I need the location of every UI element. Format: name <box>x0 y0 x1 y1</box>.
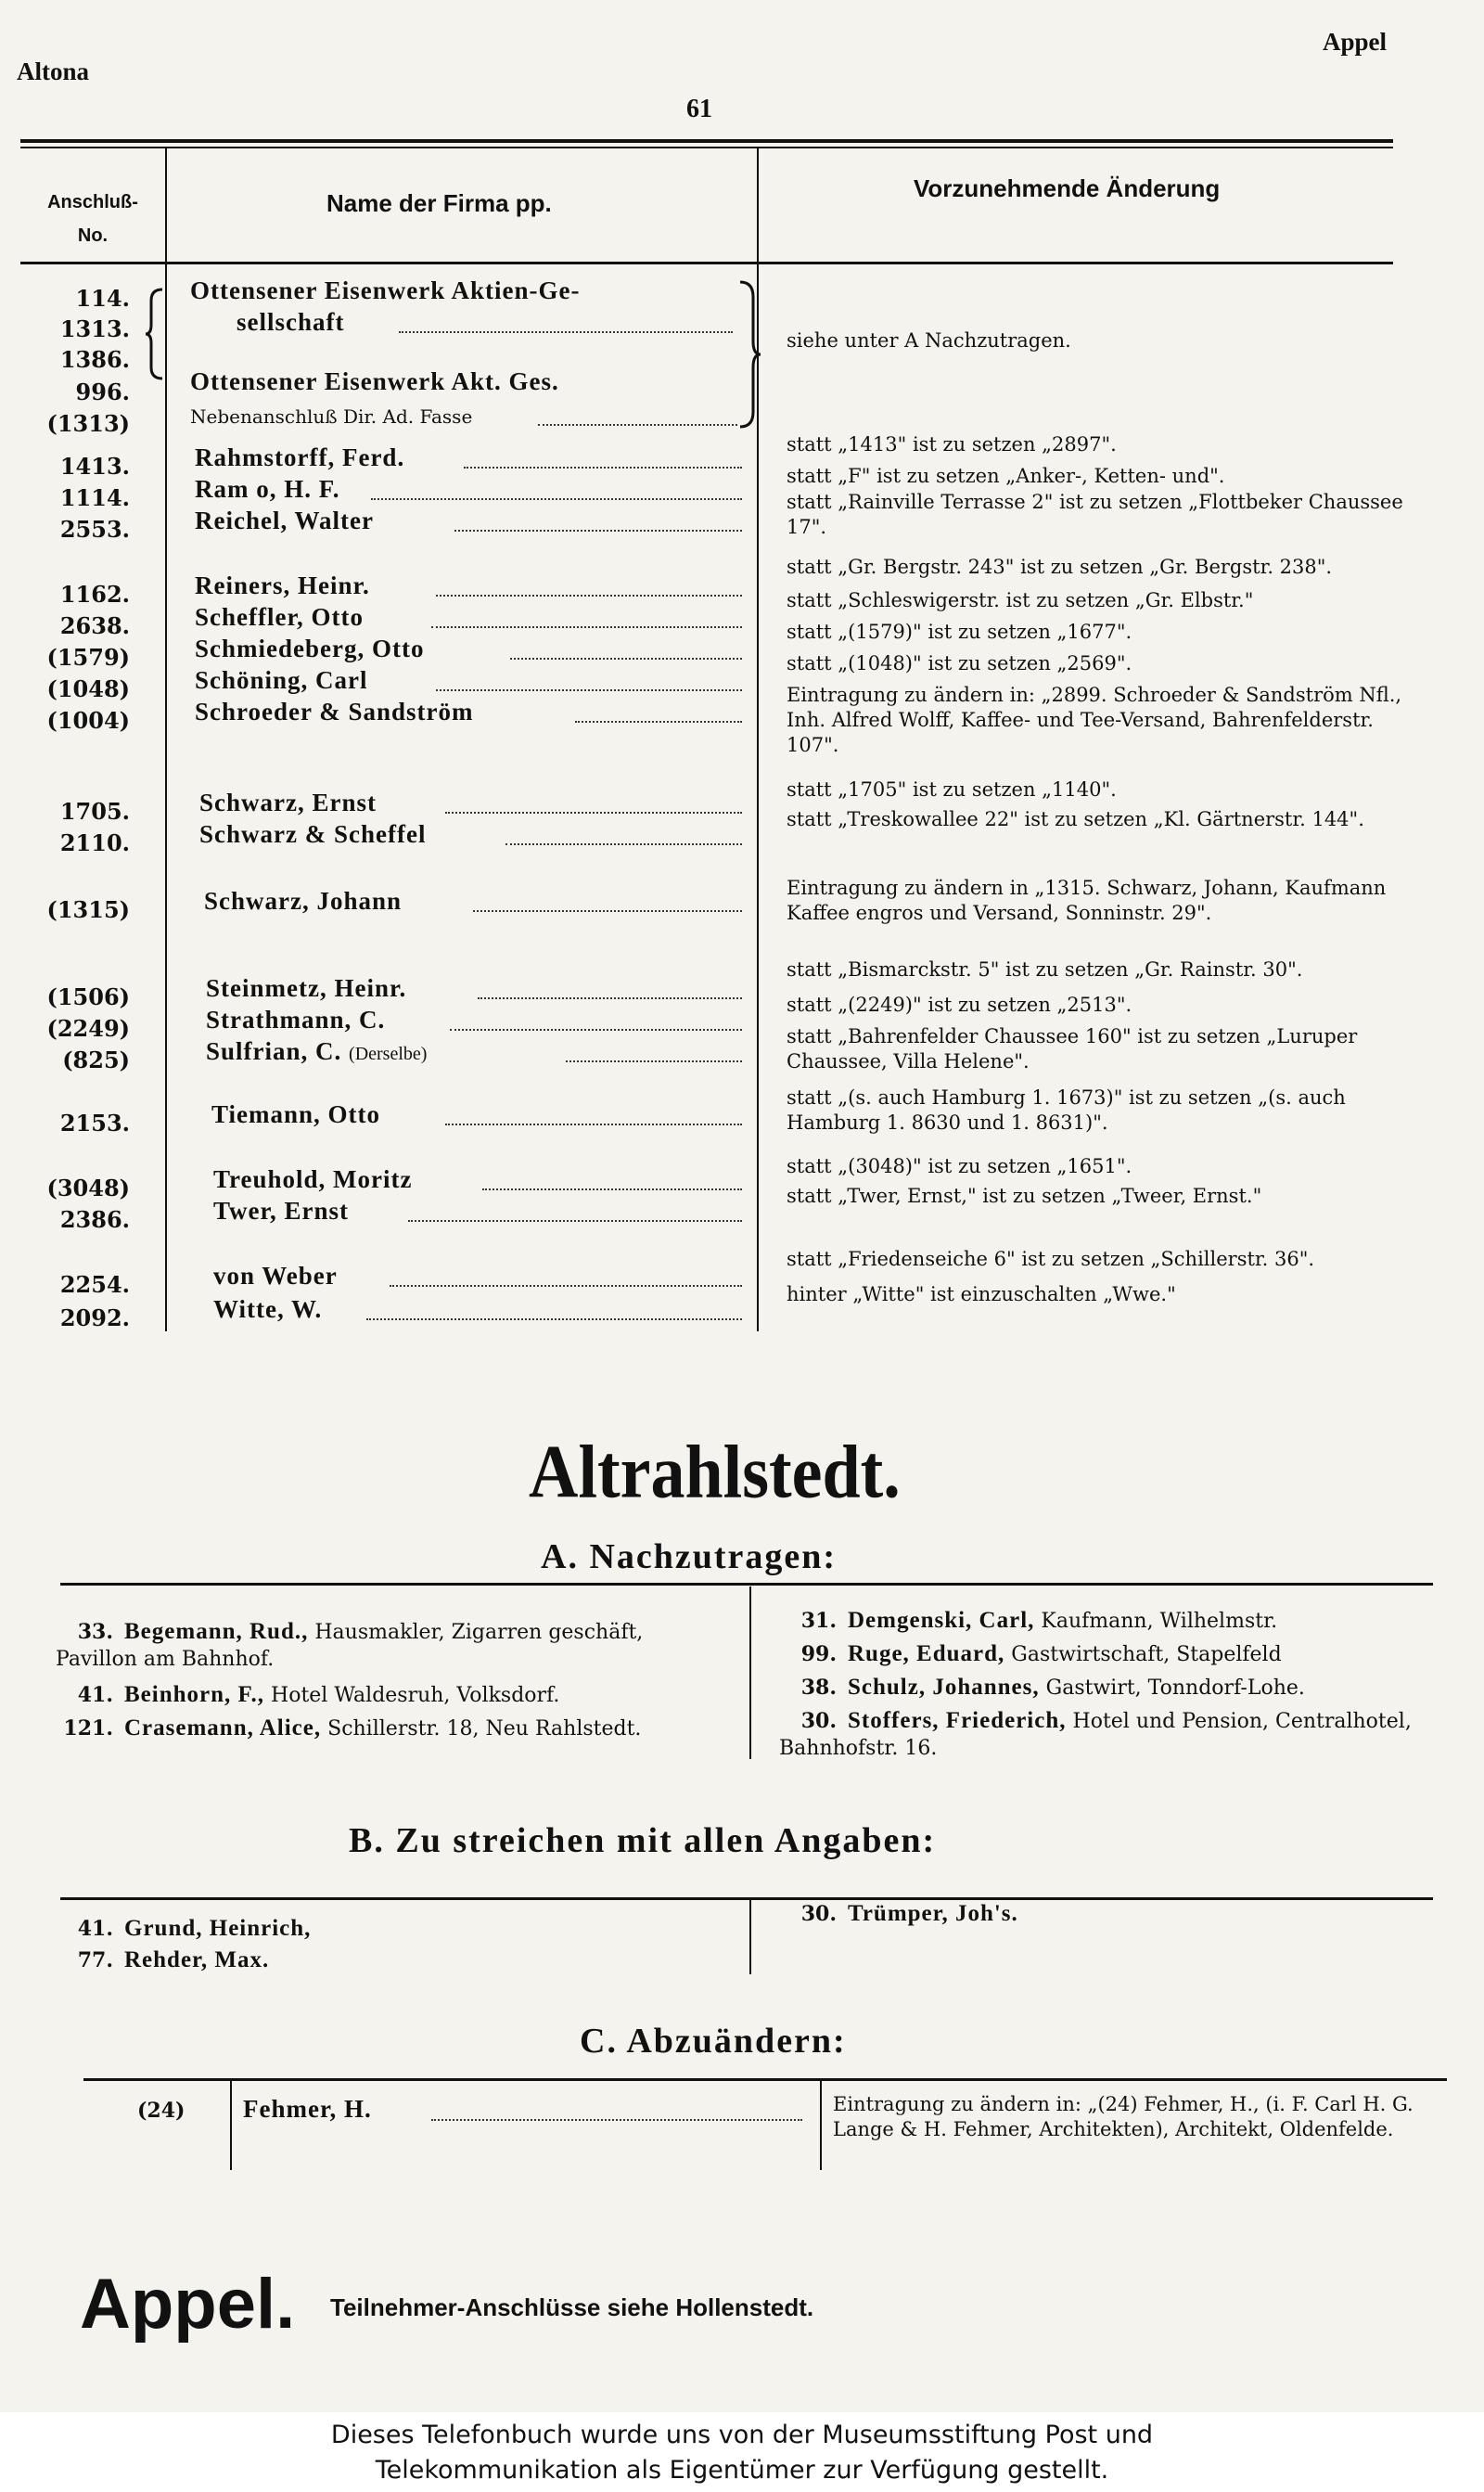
firm-name: Schwarz & Scheffel <box>199 820 427 848</box>
change-text: statt „(3048)" ist zu setzen „1651". <box>787 1155 1132 1177</box>
entry-number: 99. <box>800 1642 837 1666</box>
change-text: Eintragung zu ändern in: „(24) Fehmer, H., (i. F. Carl H. G. Lange & H. Fehmer, Architekten), Architekt, Oldenfelde. <box>833 2093 1414 2140</box>
firm-name-continuation: sellschaft <box>237 308 345 336</box>
row-number: (1579) <box>46 644 130 671</box>
entry-number: 77. <box>77 1948 113 1972</box>
table-header-rule <box>20 262 1393 264</box>
list-item <box>779 1607 1447 1635</box>
row-number: 2638. <box>59 612 130 639</box>
entry-name: Stoffers, Friederich, <box>848 1708 1067 1733</box>
row-number: (1004) <box>46 707 130 734</box>
left-brace-icon <box>144 288 164 380</box>
section-b-rule <box>60 1897 1433 1900</box>
entry-number: 31. <box>800 1609 837 1633</box>
entry-name: Fehmer, H. <box>243 2095 372 2123</box>
entry-name: Demgenski, Carl, <box>848 1608 1035 1633</box>
firm-name: Strathmann, C. <box>206 1006 386 1034</box>
firm-name: Witte, W. <box>213 1295 323 1323</box>
firm-name: Schmiedeberg, Otto <box>195 635 425 662</box>
column-divider-1 <box>165 148 167 1331</box>
change-text: Eintragung zu ändern in: „2899. Schroeder & Sandström Nfl., Inh. Alfred Wolff, Kaffee- und Tee-Versand, Bahrenfelderstr. 107". <box>787 684 1402 756</box>
entry-name: Begemann, Rud., <box>124 1619 309 1644</box>
list-item <box>779 1640 1447 1668</box>
section-c-rule <box>83 2078 1447 2081</box>
page-number: 61 <box>686 95 712 123</box>
leader-dots <box>538 424 737 426</box>
entry-details: Hotel Waldesruh, Volksdorf. <box>271 1684 560 1707</box>
leader-dots <box>366 1318 742 1320</box>
entry-details: Schillerstr. 18, Neu Rahlstedt. <box>327 1717 642 1741</box>
row-number: 1313. <box>59 315 130 342</box>
entry-name: Trümper, Joh's. <box>848 1901 1018 1926</box>
row-number: (1315) <box>46 896 130 923</box>
leader-dots <box>445 1124 742 1125</box>
change-text: statt „(s. auch Hamburg 1. 1673)" ist zu setzen „(s. auch Hamburg 1. 8630 und 1. 8631)". <box>787 1086 1346 1134</box>
section-a-rule <box>60 1583 1433 1586</box>
firm-name-suffix: (Derselbe) <box>349 1044 428 1064</box>
firm-name: Twer, Ernst <box>213 1197 349 1225</box>
row-number: 2092. <box>59 1304 130 1331</box>
leader-dots <box>450 1029 742 1031</box>
entry-name: Schulz, Johannes, <box>848 1675 1040 1700</box>
list-item <box>56 1618 723 1673</box>
row-number: 2553. <box>59 516 130 543</box>
change-text: statt „(2249)" ist zu setzen „2513". <box>787 994 1132 1016</box>
section-c-divider-1 <box>230 2081 232 2170</box>
firm-name-text: Sulfrian, C. <box>206 1037 342 1065</box>
leader-dots <box>431 626 742 628</box>
change-text: statt „Friedenseiche 6" ist zu setzen „Schillerstr. 36". <box>787 1248 1315 1270</box>
change-text: statt „Treskowallee 22" ist zu setzen „Kl. Gärtnerstr. 144". <box>787 808 1364 830</box>
list-item <box>56 1915 311 1943</box>
leader-dots <box>566 1060 742 1062</box>
firm-name: Steinmetz, Heinr. <box>206 974 407 1002</box>
row-number: 1386. <box>59 346 130 373</box>
row-number: 1705. <box>59 798 130 825</box>
change-text: statt „(1579)" ist zu setzen „1677". <box>787 621 1132 643</box>
list-item <box>779 1707 1447 1762</box>
leader-dots <box>575 721 742 723</box>
row-number: (1506) <box>46 983 130 1010</box>
firm-name: Reichel, Walter <box>195 507 374 534</box>
firm-name: Schwarz, Ernst <box>199 789 377 816</box>
entry-number: 41. <box>77 1683 113 1707</box>
firm-name <box>206 1037 427 1066</box>
column-header-number <box>28 186 158 252</box>
list-item <box>779 1674 1447 1702</box>
entry-name: Grund, Heinrich, <box>124 1916 312 1941</box>
section-c-title: C. Abzuändern: <box>580 2022 847 2061</box>
entry-name: Crasemann, Alice, <box>124 1715 322 1741</box>
list-item <box>56 1681 723 1709</box>
leader-dots <box>464 467 742 469</box>
row-number: 1114. <box>59 484 130 511</box>
row-number: (825) <box>62 1047 130 1073</box>
entry-name: Beinhorn, F., <box>124 1682 265 1707</box>
footer-line-2: Telekommunikation als Eigentümer zur Verfügung gestellt. <box>375 2456 1109 2485</box>
running-header-left: Altona <box>17 58 90 85</box>
section-b-divider <box>749 1900 751 1974</box>
leader-dots <box>445 812 742 814</box>
row-number: 114. <box>75 285 130 312</box>
attribution-footer <box>0 2412 1484 2492</box>
change-text: statt „(1048)" ist zu setzen „2569". <box>787 652 1132 674</box>
entry-number: 121. <box>63 1716 113 1741</box>
appel-title: Appel. <box>80 2265 296 2344</box>
section-a-divider <box>749 1586 751 1759</box>
change-text: statt „Bismarckstr. 5" ist zu setzen „Gr. Rainstr. 30". <box>787 958 1303 981</box>
entry-details: Gastwirtschaft, Stapelfeld <box>1011 1643 1282 1666</box>
row-number: 2153. <box>59 1110 130 1137</box>
row-number: (3048) <box>46 1175 130 1201</box>
section-b-title: B. Zu streichen mit allen Angaben: <box>349 1821 937 1860</box>
leader-dots <box>371 498 742 500</box>
column-header-change: Vorzunehmende Änderung <box>914 174 1221 202</box>
leader-dots <box>510 658 742 660</box>
change-text: statt „F" ist zu setzen „Anker-, Ketten- und". <box>787 465 1225 487</box>
section-c-divider-2 <box>820 2081 822 2170</box>
firm-name: Ottensener Eisenwerk Aktien-Ge- <box>190 276 581 304</box>
change-text: statt „Bahrenfelder Chaussee 160" ist zu setzen „Luruper Chaussee, Villa Helene". <box>787 1025 1358 1073</box>
entry-details: Hotel und Pension, Centralhotel, Bahnhofstr. 16. <box>779 1710 1412 1760</box>
row-number: 2386. <box>59 1206 130 1233</box>
right-brace-icon <box>738 280 762 429</box>
column-header-name: Name der Firma pp. <box>326 189 552 217</box>
firm-sub-entry: Nebenanschluß Dir. Ad. Fasse <box>190 405 473 428</box>
entry-number: 41. <box>77 1917 113 1941</box>
row-number: (1313) <box>46 410 130 437</box>
change-text: siehe unter A Nachzutragen. <box>787 329 1071 352</box>
firm-name: Ottensener Eisenwerk Akt. Ges. <box>190 367 559 395</box>
leader-dots <box>399 331 733 333</box>
leader-dots <box>454 530 742 532</box>
footer-line-1: Dieses Telefonbuch wurde uns von der Museumsstiftung Post und <box>330 2421 1154 2449</box>
change-text: statt „Schleswigerstr. ist zu setzen „Gr. Elbstr." <box>787 589 1254 611</box>
leader-dots <box>478 997 742 999</box>
firm-name: Schwarz, Johann <box>204 887 403 915</box>
change-text: Eintragung zu ändern in „1315. Schwarz, Johann, Kaufmann Kaffee engros und Versand, Sonninstr. 29". <box>787 877 1387 924</box>
appel-note: Teilnehmer-Anschlüsse siehe Hollenstedt. <box>330 2293 814 2321</box>
leader-dots <box>436 595 742 597</box>
entry-number: 38. <box>800 1676 837 1700</box>
entry-details: Kaufmann, Wilhelmstr. <box>1041 1610 1278 1633</box>
entry-number: (24) <box>137 2099 186 2123</box>
leader-dots <box>408 1220 742 1222</box>
running-header-right: Appel <box>1322 28 1387 56</box>
list-item <box>56 1715 723 1742</box>
leader-dots <box>482 1188 742 1190</box>
row-number: (1048) <box>46 675 130 702</box>
row-number: 2110. <box>59 829 130 856</box>
leader-dots <box>473 910 742 912</box>
firm-name: Ram o, H. F. <box>195 475 340 503</box>
change-text: hinter „Witte" ist einzuschalten „Wwe." <box>787 1283 1176 1305</box>
leader-dots <box>431 2119 802 2121</box>
leader-dots <box>390 1285 742 1287</box>
entry-name: Ruge, Eduard, <box>848 1641 1005 1666</box>
entry-details: Hausmakler, Zigarren geschäft, Pavillon am Bahnhof. <box>56 1621 644 1671</box>
table-top-rule <box>20 139 1393 143</box>
row-number: 1413. <box>59 453 130 480</box>
firm-name: Treuhold, Moritz <box>213 1165 413 1193</box>
list-item <box>56 1946 269 1974</box>
firm-name: Rahmstorff, Ferd. <box>195 443 405 471</box>
row-number: 1162. <box>59 581 130 608</box>
row-number: (2249) <box>46 1015 130 1042</box>
firm-name: Reiners, Heinr. <box>195 572 370 599</box>
row-number: 996. <box>75 379 130 405</box>
place-title: Altrahlstedt. <box>529 1430 901 1515</box>
leader-dots <box>505 843 742 845</box>
entry-number: 33. <box>77 1620 113 1644</box>
firm-name: von Weber <box>213 1262 338 1290</box>
column-header-number-line2: No. <box>77 225 109 246</box>
entry-name: Rehder, Max. <box>124 1947 270 1972</box>
entry-details: Gastwirt, Tonndorf-Lohe. <box>1045 1676 1305 1700</box>
change-text: statt „1705" ist zu setzen „1140". <box>787 778 1117 801</box>
change-text: statt „1413" ist zu setzen „2897". <box>787 433 1117 456</box>
list-item <box>779 1900 1018 1928</box>
entry-number: 30. <box>800 1709 837 1733</box>
firm-name: Tiemann, Otto <box>211 1100 381 1128</box>
change-text: statt „Twer, Ernst," ist zu setzen „Tweer, Ernst." <box>787 1185 1262 1207</box>
column-header-number-line1: Anschluß- <box>47 192 138 212</box>
leader-dots <box>436 689 742 691</box>
firm-name: Schroeder & Sandström <box>195 698 474 726</box>
change-text: statt „Gr. Bergstr. 243" ist zu setzen „Gr. Bergstr. 238". <box>787 556 1333 578</box>
entry-number: 30. <box>800 1902 837 1926</box>
change-text: statt „Rainville Terrasse 2" ist zu setzen „Flottbeker Chaussee 17". <box>787 491 1403 538</box>
table-top-rule-thin <box>20 147 1393 148</box>
firm-name: Scheffler, Otto <box>195 603 364 631</box>
row-number: 2254. <box>59 1271 130 1298</box>
firm-name: Schöning, Carl <box>195 666 368 694</box>
section-a-title: A. Nachzutragen: <box>541 1537 838 1576</box>
